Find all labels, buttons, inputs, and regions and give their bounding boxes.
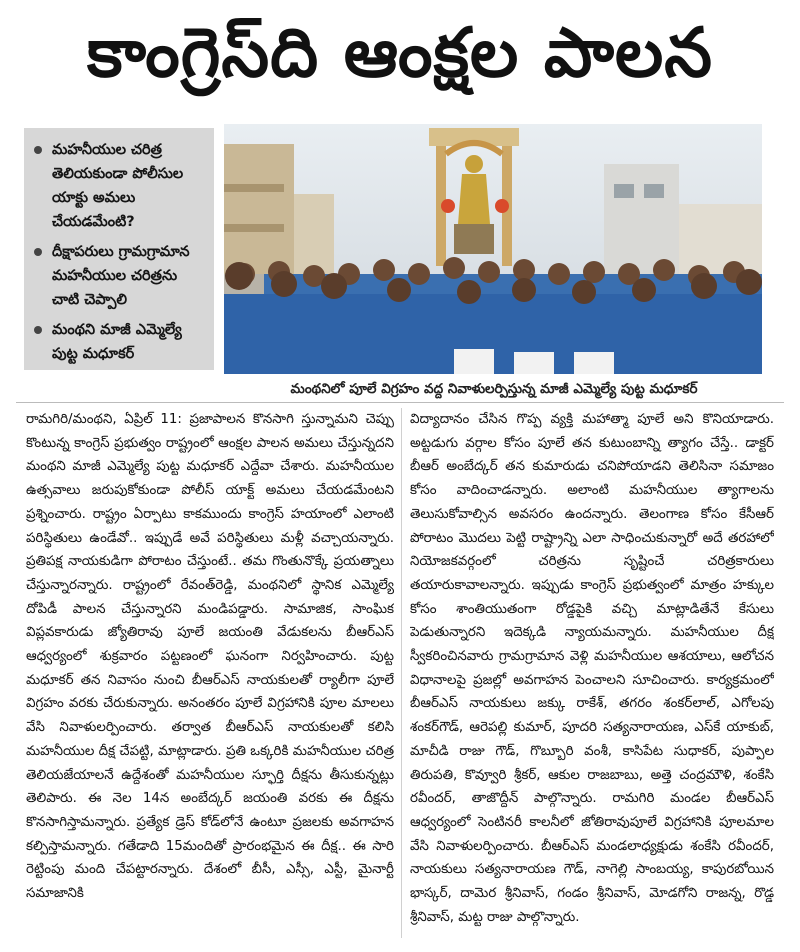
highlight-item [34,318,206,366]
divider [16,402,784,403]
highlight-item [34,240,206,312]
highlight-text: దీక్షాపరులు గ్రామగ్రామాన మహనీయుల చరిత్రను చాటి చెప్పాలి [52,244,190,308]
article-column-right [410,408,774,944]
highlight-text: మంథని మాజీ ఎమ్మెల్యే పుట్ట మధూకర్ [52,322,182,362]
article-text: విద్యాదానం చేసిన గొప్ప వ్యక్తి మహాత్మా పూలే అని కొనియాడారు. అట్టడుగు వర్గాల కోసం పూలే తన కుటుంబాన్ని త్యాగం చేస్తే.. డాక్టర్ బీఆర్ అంబేద్కర్ తన కుమారుడు చనిపోయాడని తెలిసినా సమాజం కోసం వాదించాడన్నారు. అలాంటి మహనీయుల త్యాగాలను తెలుసుకోవాల్సిన అవసరం ఉందన్నారు. తెలంగాణ కోసం కేసీఆర్ పోరాటం మొదలు పెట్టి రాష్ట్రాన్ని ఎలా సాధించుకున్నారో అదే తరహాలో నియోజకవర్గంలో చరిత్రను సృష్టించే చరిత్రకారులు తయారుకావాలన్నారు. ఇప్పుడు కాంగ్రెస్ ప్రభుత్వంలో మాత్రం హక్కుల కోసం శాంతియుతంగా రోడ్డపైకి వచ్చి మాట్లాడితేనే కేసులు పెడుతున్నారని ఇదెక్కడి న్యాయమన్నారు. మహనీయుల దీక్ష స్వీకరించినవారు గ్రామగ్రామాన వెళ్లి మహనీయుల ఆశయాలు, ఆలోచన విధానాలపై ప్రజల్లో అవగాహన పెంచాలని సూచించారు. కార్యక్రమంలో బీఆర్‌ఎస్ నాయకులు జక్కు రాకేశ్, తగరం శంకర్‌లాల్, ఎగోలపు శంకర్‌గౌడ్, ఆరెపల్లి కుమార్, పూదరి సత్యనారాయణ, ఎస్‌కే యాకుబ్, మాచీడి రాజు గౌడ్, గొబ్బూరి వంశీ, కాసిపేట సుధాకర్, పుప్పాల తిరుపతి, కొవ్వూరి శ్రీకర్, ఆకుల రాజబాబు, అత్తె చంద్రమౌళి, శంకేసి రవీందర్, తాజొద్దీన్ పాల్గొన్నారు. రామగిరి మండల బీఆర్‌ఎస్ ఆధ్వర్యంలో సెంటినరీ కాలనీలో జోతిరావుపూలే విగ్రహానికి పూలమాల వేసి నివాళులర్పించారు. బీఆర్‌ఎస్ మండలాధ్యక్షుడు శంకేసి రవీందర్, నాయకులు సత్యనారాయణ గౌడ్, నాగెల్లి సాంబయ్య, కాపురబోయిన భాస్కర్, దామెర శ్రీనివాస్, గండం శ్రీనివాస్, మోడగోని రాజన్న, రొడ్డ శ్రీనివాస్, మట్ట రాజు పాల్గొన్నారు. [410,412,774,925]
highlight-item [34,138,206,234]
bullet-icon [34,326,42,334]
headline: కాంగ్రెస్‌ది ఆంక్షల పాలన [87,13,713,93]
bullet-icon [34,248,42,256]
news-photo [224,124,762,374]
bullet-icon [34,146,42,154]
highlights-box [24,128,214,370]
highlight-text: మహనీయుల చరిత్ర తెలియకుండా పోలీసుల యాక్టు అమలు చేయడమేంటి? [52,142,184,230]
photo-caption: మంథనిలో పూలే విగ్రహం వద్ద నివాళులర్పిస్తున్న మాజీ ఎమ్మెల్యే పుట్ట మధూకర్ [290,381,698,397]
article-column-left [26,408,394,944]
column-divider [401,408,402,938]
article-text: రామగిరి/మంథని, ఏప్రిల్ 11: ప్రజాపాలన కొనసాగి స్తున్నామని చెప్పు కొంటున్న కాంగ్రెస్ ప్రభుత్వం రాష్ట్రంలో ఆంక్షల పాలన అమలు చేస్తున్నదని మంథని మాజీ ఎమ్మెల్యే పుట్ట మధూకర్ ఎద్దేవా చేశారు. మహనీయుల ఉత్సవాలు జరుపుకోకుండా పోలీస్ యాక్ట్ అమలు చేయడమేంటని ప్రశ్నించారు. రాష్ట్రం ఏర్పాటు కాకముందు కాంగ్రెస్ హయాంలో ఎలాంటి పరిస్థితులు ఉండేవో.. ఇప్పుడే అవే పరిస్థితులు మళ్లీ వచ్చాయన్నారు. ప్రతిపక్ష నాయకుడిగా పోరాటం చేస్తుంటే.. తమ గొంతునొక్కే ప్రయత్నాలు చేస్తున్నారన్నారు. రాష్ట్రంలో రేవంత్‌రెడ్డి, మంథనిలో స్థానిక ఎమ్మెల్యే దోపిడీ పాలన చేస్తున్నారని మండిపడ్డారు. సామాజిక, సాంఘిక విప్లవకారుడు జ్యోతిరావు పూలే జయంతి వేడుకలను బీఆర్‌ఎస్ ఆధ్వర్యంలో శుక్రవారం పట్టణంలో ఘనంగా నిర్వహించారు. పుట్ట మధూకర్ తన నివాసం నుంచి బీఆర్‌ఎస్ నాయకులతో ర్యాలీగా పూలే విగ్రహం వరకు చేరుకున్నారు. అనంతరం పూలే విగ్రహానికి పూల మాలలు వేసి నివాళులర్పించారు. తర్వాత బీఆర్‌ఎస్ నాయకులతో కలిసి మహనీయుల దీక్ష చేపట్టి, మాట్లాడారు. ప్రతి ఒక్కరికి మహనీయుల చరిత్ర తెలియజేయాలనే ఉద్దేశంతో మహనీయుల స్ఫూర్తి దీక్షను తీసుకున్నట్లు తెలిపారు. ఈ నెల 14న అంబేద్కర్ జయంతి వరకు ఈ దీక్షను కొనసాగిస్తామన్నారు. ప్రత్యేక డ్రెస్ కోడ్‌లోనే ఉంటూ ప్రజలకు అవగాహన కల్పిస్తామన్నారు. గతేడాది 15మందితో ప్రారంభమైన ఈ దీక్ష.. ఈ సారి రెట్టింపు మంది చేపట్టారన్నారు. దేశంలో బీసీ, ఎస్సీ, ఎస్టీ, మైనార్టీ సమాజానికి [26,412,394,902]
